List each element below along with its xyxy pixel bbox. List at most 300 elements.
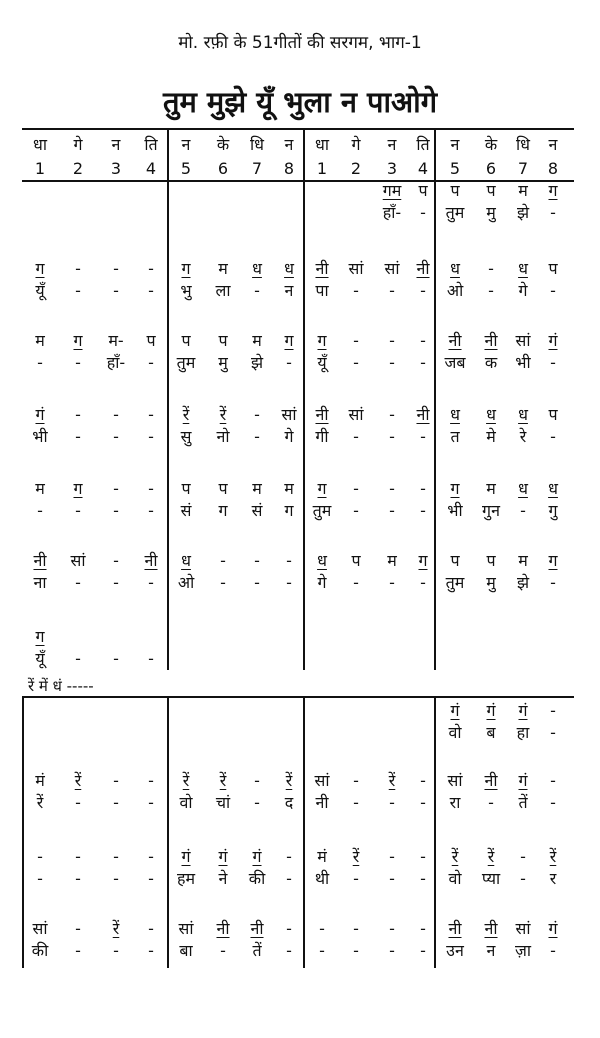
lyric-syllable: - [75, 427, 81, 446]
swara-note: - [286, 847, 292, 866]
lyric-syllable: - [75, 281, 81, 300]
swara-note: म [518, 551, 528, 570]
swara-note: - [420, 919, 426, 938]
lyric-syllable: हाँ- [382, 203, 402, 222]
lyric-syllable: र [549, 869, 557, 888]
swara-note: - [389, 919, 395, 938]
swara-note: - [420, 479, 426, 498]
lyric-syllable: तुम [312, 501, 332, 520]
lyric-syllable: भी [447, 501, 463, 520]
swara-note: - [353, 919, 359, 938]
lyric-syllable: - [420, 941, 426, 960]
swara-note: प [486, 551, 496, 570]
beat-number: 4 [417, 159, 429, 178]
left-margin-line [22, 696, 24, 968]
swara-note: ग [284, 331, 294, 350]
lyric-syllable: - [550, 427, 556, 446]
swara-note: प [181, 479, 191, 498]
swara-note: - [520, 847, 526, 866]
lyric-syllable: - [520, 869, 526, 888]
swara-note: रें [74, 771, 82, 790]
swara-note: म [486, 479, 496, 498]
lyric-syllable: सं [180, 501, 192, 520]
lyric-syllable: चां [215, 793, 231, 812]
swara-note: - [353, 771, 359, 790]
swara-note: ध [548, 479, 558, 498]
lyric-syllable: तुम [176, 353, 196, 372]
swara-note: - [488, 259, 494, 278]
swara-note: - [75, 259, 81, 278]
beat-bol: न [111, 135, 121, 154]
lyric-syllable: - [148, 649, 154, 668]
swara-note: रें [182, 771, 190, 790]
swara-note: - [220, 551, 226, 570]
beat-number: 7 [517, 159, 529, 178]
beat-bol: धि [516, 135, 530, 154]
swara-note: सां [515, 331, 531, 350]
swara-note: नी [484, 919, 498, 938]
lyric-syllable: गे [317, 573, 327, 592]
lyric-syllable: वो [179, 793, 193, 812]
swara-note: गं [252, 847, 262, 866]
swara-note: नी [216, 919, 230, 938]
swara-note: - [254, 405, 260, 424]
lyric-syllable: - [113, 869, 119, 888]
lyric-syllable: थी [314, 869, 330, 888]
lyric-syllable: झे [250, 353, 264, 372]
lyric-syllable: न [486, 941, 496, 960]
lyric-syllable: - [420, 869, 426, 888]
lyric-syllable: - [75, 573, 81, 592]
lyric-syllable: - [75, 941, 81, 960]
swara-note: ध [317, 551, 327, 570]
swara-note: ध [518, 405, 528, 424]
measure-divider [434, 128, 436, 670]
swara-note: - [254, 551, 260, 570]
lyric-syllable: गुन [482, 501, 500, 520]
swara-note: प [146, 331, 156, 350]
beat-number: 6 [485, 159, 497, 178]
header-top-rule [22, 128, 574, 130]
lyric-syllable: मु [486, 203, 496, 222]
lyric-syllable: - [389, 941, 395, 960]
lyric-syllable: ब [486, 723, 496, 742]
lyric-syllable: - [75, 649, 81, 668]
beat-number: 5 [180, 159, 192, 178]
lyric-syllable: - [389, 281, 395, 300]
swara-note: - [75, 405, 81, 424]
swara-note: - [389, 405, 395, 424]
lyric-syllable: - [353, 353, 359, 372]
beat-bol: न [450, 135, 460, 154]
beat-bol: धि [250, 135, 264, 154]
lyric-syllable: नी [315, 793, 329, 812]
lyric-syllable: - [113, 793, 119, 812]
lyric-syllable: गे [284, 427, 294, 446]
measure-divider [434, 696, 436, 968]
swara-note: म [35, 479, 45, 498]
swara-note: ध [450, 405, 460, 424]
swara-note: सां [178, 919, 194, 938]
lyric-syllable: - [148, 573, 154, 592]
lyric-syllable: - [148, 501, 154, 520]
lyric-syllable: झे [516, 203, 530, 222]
lyric-syllable: वो [448, 869, 462, 888]
swara-note: गं [518, 771, 528, 790]
swara-note: रें [487, 847, 495, 866]
swara-note: - [286, 551, 292, 570]
beat-number: 3 [110, 159, 122, 178]
swara-note: नी [250, 919, 264, 938]
lyric-syllable: - [220, 573, 226, 592]
lyric-syllable: - [420, 573, 426, 592]
lyric-syllable: रा [449, 793, 461, 812]
lyric-syllable: भु [180, 281, 192, 300]
swara-note: नी [315, 259, 329, 278]
swara-note: गं [450, 701, 460, 720]
swara-note: नी [416, 405, 430, 424]
swara-note: म [252, 479, 262, 498]
lyric-syllable: सं [251, 501, 263, 520]
lyric-syllable: - [420, 353, 426, 372]
swara-note: प [548, 259, 558, 278]
lyric-syllable: न [284, 281, 294, 300]
swara-note: प [218, 331, 228, 350]
swara-note: प [450, 181, 460, 200]
beat-bol: ति [416, 135, 430, 154]
lyric-syllable: - [389, 501, 395, 520]
swara-note: ध [284, 259, 294, 278]
lyric-syllable: उन [446, 941, 464, 960]
lyric-syllable: - [37, 501, 43, 520]
swara-note: रें [219, 405, 227, 424]
swara-note: - [389, 479, 395, 498]
measure-divider [303, 696, 305, 968]
swara-note: सां [281, 405, 297, 424]
beat-bol: के [216, 135, 230, 154]
lyric-syllable: यूँ [35, 649, 45, 668]
swara-note: म [518, 181, 528, 200]
beat-number: 5 [449, 159, 461, 178]
lyric-syllable: द [284, 793, 294, 812]
swara-note: गं [518, 701, 528, 720]
lyric-syllable: - [353, 427, 359, 446]
beat-number: 2 [350, 159, 362, 178]
lyric-syllable: - [113, 501, 119, 520]
swara-note: नी [315, 405, 329, 424]
lyric-syllable: - [75, 869, 81, 888]
lyric-syllable: - [353, 793, 359, 812]
swara-note: नी [416, 259, 430, 278]
lyric-syllable: - [148, 353, 154, 372]
lyric-syllable: - [420, 203, 426, 222]
beat-number: 8 [547, 159, 559, 178]
lyric-syllable: - [37, 353, 43, 372]
measure-divider [167, 696, 169, 968]
lyric-syllable: - [353, 941, 359, 960]
beat-bol: ति [144, 135, 158, 154]
swara-note: - [420, 771, 426, 790]
swara-note: सां [70, 551, 86, 570]
lyric-syllable: - [148, 869, 154, 888]
lyric-syllable: - [420, 281, 426, 300]
swara-note: नी [448, 919, 462, 938]
swara-note: - [353, 479, 359, 498]
swara-note: सां [348, 405, 364, 424]
swara-note: रें [285, 771, 293, 790]
swara-note: - [420, 331, 426, 350]
swara-note: म [218, 259, 228, 278]
swara-note: मं [317, 847, 327, 866]
lyric-syllable: - [254, 573, 260, 592]
swara-note: - [113, 259, 119, 278]
lyric-syllable: बा [179, 941, 193, 960]
swara-note: गं [486, 701, 496, 720]
lyric-syllable: ना [33, 573, 47, 592]
lyric-syllable: प्या [481, 869, 501, 888]
swara-note: ध [518, 479, 528, 498]
lyric-syllable: सु [180, 427, 192, 446]
lyric-syllable: - [550, 203, 556, 222]
lyric-syllable: मु [486, 573, 496, 592]
lyric-syllable: - [113, 573, 119, 592]
lyric-syllable: - [353, 501, 359, 520]
lyric-syllable: गे [518, 281, 528, 300]
beat-bol: गे [73, 135, 83, 154]
lyric-syllable: नो [216, 427, 230, 446]
swara-note: - [37, 847, 43, 866]
swara-note: म [284, 479, 294, 498]
lyric-syllable: झे [516, 573, 530, 592]
swara-note: ग [35, 259, 45, 278]
swara-note: गं [181, 847, 191, 866]
beat-bol: न [548, 135, 558, 154]
lyric-syllable: - [389, 427, 395, 446]
swara-note: - [420, 847, 426, 866]
lyric-syllable: रे [519, 427, 527, 446]
swara-note: प [450, 551, 460, 570]
swara-note: - [389, 331, 395, 350]
swara-note: - [148, 847, 154, 866]
beat-number: 3 [386, 159, 398, 178]
swara-note: - [148, 919, 154, 938]
swara-note: मं [35, 771, 45, 790]
lyric-syllable: तुम [445, 203, 465, 222]
beat-number: 8 [283, 159, 295, 178]
lyric-syllable: - [550, 353, 556, 372]
swara-note: प [486, 181, 496, 200]
lyric-syllable: ओ [446, 281, 464, 300]
measure-divider [167, 128, 169, 670]
lyric-syllable: ग [284, 501, 294, 520]
lyric-syllable: - [75, 353, 81, 372]
swara-note: सां [314, 771, 330, 790]
swara-note: म- [108, 331, 124, 350]
beat-number: 4 [145, 159, 157, 178]
swara-note: नी [484, 771, 498, 790]
lyric-syllable: क [484, 353, 498, 372]
swara-note: ग [548, 551, 558, 570]
swara-note: - [113, 479, 119, 498]
lyric-syllable: - [286, 869, 292, 888]
lyric-syllable: - [550, 793, 556, 812]
swara-note: - [148, 259, 154, 278]
swara-note: ध [252, 259, 262, 278]
lyric-syllable: - [420, 501, 426, 520]
swara-note: - [550, 771, 556, 790]
swara-note: रें [352, 847, 360, 866]
swara-note: प [418, 181, 428, 200]
lyric-syllable: - [389, 353, 395, 372]
beat-number: 1 [34, 159, 46, 178]
beat-bol: न [284, 135, 294, 154]
lyric-syllable: - [254, 281, 260, 300]
swara-note: प [218, 479, 228, 498]
swara-note: ध [518, 259, 528, 278]
lyric-syllable: मे [486, 427, 496, 446]
lyric-syllable: - [75, 501, 81, 520]
lyric-syllable: - [550, 941, 556, 960]
beat-bol: धा [315, 135, 329, 154]
lyric-syllable: हा [516, 723, 530, 742]
ornament-note: रें में धं ----- [28, 677, 94, 695]
swara-note: - [75, 919, 81, 938]
lyric-syllable: - [254, 793, 260, 812]
swara-note: म [387, 551, 397, 570]
lyric-syllable: त [450, 427, 460, 446]
lyric-syllable: तुम [445, 573, 465, 592]
swara-note: ध [486, 405, 496, 424]
measure-divider [303, 128, 305, 670]
lyric-syllable: - [113, 649, 119, 668]
beat-bol: न [387, 135, 397, 154]
beat-bol: धा [33, 135, 47, 154]
swara-note: गं [548, 919, 558, 938]
beat-number: 7 [251, 159, 263, 178]
lyric-syllable: - [420, 793, 426, 812]
lyric-syllable: भी [32, 427, 48, 446]
swara-note: गं [548, 331, 558, 350]
lyric-syllable: - [148, 281, 154, 300]
swara-note: म [35, 331, 45, 350]
lyric-syllable: वो [448, 723, 462, 742]
swara-note: रें [112, 919, 120, 938]
lyric-syllable: हाँ- [106, 353, 126, 372]
lyric-syllable: - [488, 793, 494, 812]
lyric-syllable: - [488, 281, 494, 300]
swara-note: - [319, 919, 325, 938]
swara-note: ग [317, 479, 327, 498]
swara-note: - [286, 919, 292, 938]
lyric-syllable: - [286, 353, 292, 372]
swara-note: ध [450, 259, 460, 278]
swara-note: - [113, 405, 119, 424]
swara-note: ध [181, 551, 191, 570]
lyric-syllable: तें [252, 941, 262, 960]
lyric-syllable: हम [176, 869, 196, 888]
lyric-syllable: - [113, 281, 119, 300]
swara-note: सां [32, 919, 48, 938]
lyric-syllable: - [319, 941, 325, 960]
lyric-syllable: - [286, 573, 292, 592]
swara-note: - [113, 551, 119, 570]
lyric-syllable: मु [218, 353, 228, 372]
swara-note: रें [182, 405, 190, 424]
beat-number: 6 [217, 159, 229, 178]
swara-note: ग [73, 331, 83, 350]
lyric-syllable: - [254, 427, 260, 446]
lyric-syllable: तें [518, 793, 528, 812]
lyric-syllable: - [353, 573, 359, 592]
swara-note: रें [388, 771, 396, 790]
section2-top-rule [22, 696, 574, 698]
lyric-syllable: यूँ [35, 281, 45, 300]
swara-note: ग [35, 627, 45, 646]
lyric-syllable: ग [218, 501, 228, 520]
swara-note: - [148, 405, 154, 424]
swara-note: नी [448, 331, 462, 350]
swara-note: नी [484, 331, 498, 350]
beat-bol: गे [351, 135, 361, 154]
beat-bol: न [181, 135, 191, 154]
swara-note: गं [35, 405, 45, 424]
swara-note: ग [181, 259, 191, 278]
lyric-syllable: पा [315, 281, 329, 300]
lyric-syllable: - [148, 793, 154, 812]
lyric-syllable: ज़ा [514, 941, 532, 960]
swara-note: - [389, 847, 395, 866]
swara-note: सां [515, 919, 531, 938]
swara-note: - [353, 331, 359, 350]
lyric-syllable: - [220, 941, 226, 960]
lyric-syllable: यूँ [317, 353, 327, 372]
lyric-syllable: जब [444, 353, 466, 372]
swara-note: ग [418, 551, 428, 570]
lyric-syllable: की [31, 941, 49, 960]
swara-note: रें [451, 847, 459, 866]
swara-note: - [550, 701, 556, 720]
swara-note: म [252, 331, 262, 350]
lyric-syllable: की [248, 869, 266, 888]
swara-note: प [351, 551, 361, 570]
song-title: तुम मुझे यूँ भुला न पाओगे [162, 85, 438, 119]
swara-note: - [148, 479, 154, 498]
lyric-syllable: - [353, 869, 359, 888]
swara-note: सां [348, 259, 364, 278]
swara-note: ग [548, 181, 558, 200]
lyric-syllable: - [550, 723, 556, 742]
lyric-syllable: - [389, 869, 395, 888]
lyric-syllable: - [37, 869, 43, 888]
swara-note: नी [144, 551, 158, 570]
lyric-syllable: - [113, 941, 119, 960]
lyric-syllable: ला [215, 281, 231, 300]
swara-note: रें [549, 847, 557, 866]
lyric-syllable: - [550, 281, 556, 300]
lyric-syllable: - [353, 281, 359, 300]
lyric-syllable: - [550, 573, 556, 592]
lyric-syllable: - [75, 793, 81, 812]
lyric-syllable: गी [315, 427, 329, 446]
lyric-syllable: - [389, 793, 395, 812]
swara-note: गं [218, 847, 228, 866]
swara-note: प [548, 405, 558, 424]
book-header: मो. रफ़ी के 51गीतों की सरगम, भाग-1 [178, 33, 422, 53]
lyric-syllable: ने [218, 869, 228, 888]
beat-number: 1 [316, 159, 328, 178]
swara-note: - [113, 771, 119, 790]
lyric-syllable: - [286, 941, 292, 960]
